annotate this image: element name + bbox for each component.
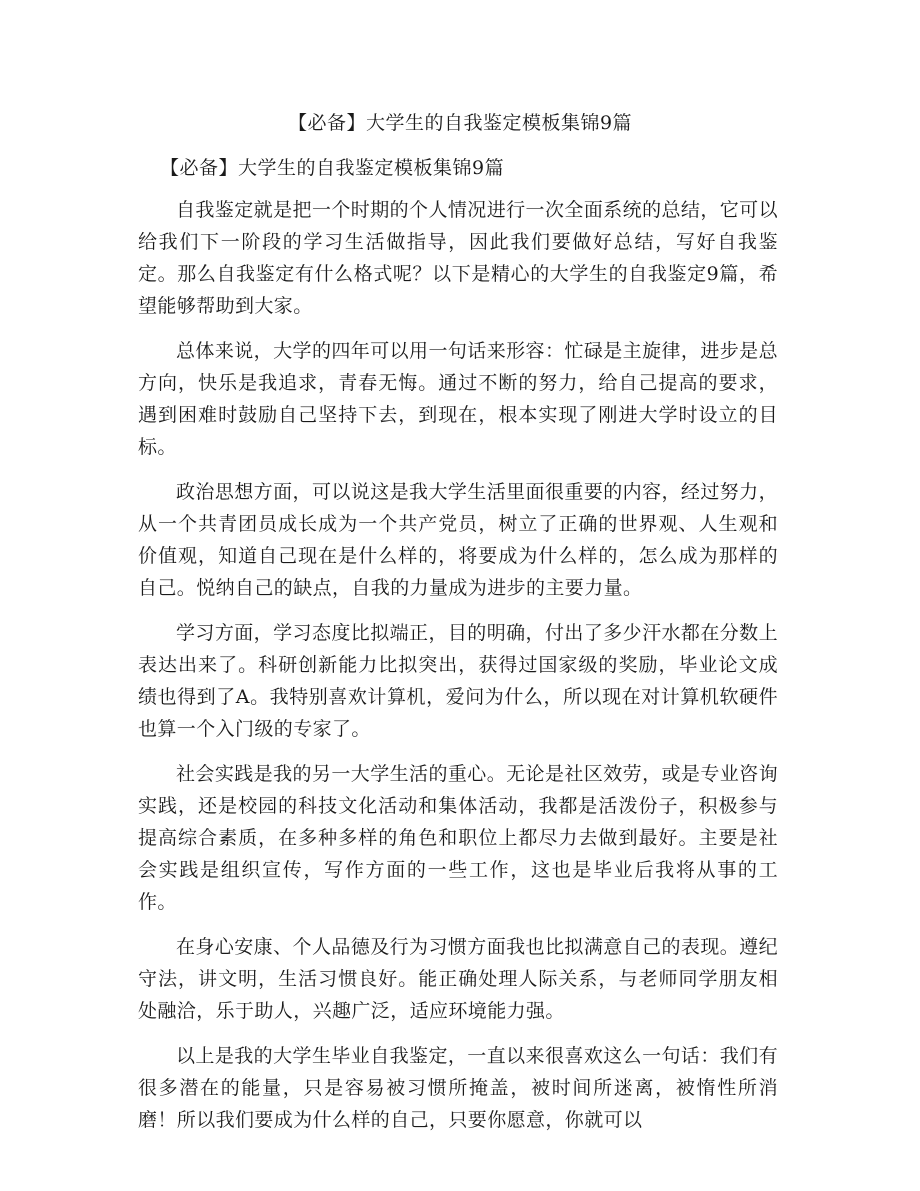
paragraph-practice: 社会实践是我的另一大学生活的重心。无论是社区效劳，或是专业咨询实践，还是校园的科技文化活动和集体活动，我都是活泼份子，积极参与提高综合素质，在多种多样的角色和职位上都尽力去做到最好。主要是社会实践是组织宣传，写作方面的一些工作，这也是毕业后我将从事的工作。 — [138, 763, 778, 913]
paragraph-overview: 总体来说，大学的四年可以用一句话来形容：忙碌是主旋律，进步是总方向，快乐是我追求，青春无悔。通过不断的努力，给自己提高的要求，遇到困难时鼓励自己坚持下去，到现在，根本实现了刚进大学时设立的目标。 — [138, 340, 778, 458]
paragraph-study: 学习方面，学习态度比拟端正，目的明确，付出了多少汗水都在分数上表达出来了。科研创新能力比拟突出，获得过国家级的奖励，毕业论文成绩也得到了A。我特别喜欢计算机，爱问为什么，所以现在对计算机软硬件也算一个入门级的专家了。 — [138, 622, 778, 740]
paragraph-politics: 政治思想方面，可以说这是我大学生活里面很重要的内容，经过努力，从一个共青团员成长成为一个共产党员，树立了正确的世界观、人生观和价值观，知道自己现在是什么样的，将要成为什么样的，怎么成为那样的自己。悦纳自己的缺点，自我的力量成为进步的主要力量。 — [138, 481, 778, 599]
paragraph-intro: 自我鉴定就是把一个时期的个人情况进行一次全面系统的总结，它可以给我们下一阶段的学习生活做指导，因此我们要做好总结，写好自我鉴定。那么自我鉴定有什么格式呢？以下是精心的大学生的自我鉴定9篇，希望能够帮助到大家。 — [138, 199, 778, 317]
document-title: 【必备】大学生的自我鉴定模板集锦9篇 — [287, 112, 633, 134]
paragraph-character: 在身心安康、个人品德及行为习惯方面我也比拟满意自己的表现。遵纪守法，讲文明，生活习惯良好。能正确处理人际关系，与老师同学朋友相处融洽，乐于助人，兴趣广泛，适应环境能力强。 — [138, 936, 778, 1022]
document-body — [138, 194, 778, 1149]
paragraph-conclusion: 以上是我的大学生毕业自我鉴定，一直以来很喜欢这么一句话：我们有很多潜在的能量，只是容易被习惯所掩盖，被时间所迷离，被惰性所消磨！所以我们要成为什么样的自己，只要你愿意，你就可以 — [138, 1045, 778, 1131]
document-subtitle: 【必备】大学生的自我鉴定模板集锦9篇 — [160, 157, 505, 179]
